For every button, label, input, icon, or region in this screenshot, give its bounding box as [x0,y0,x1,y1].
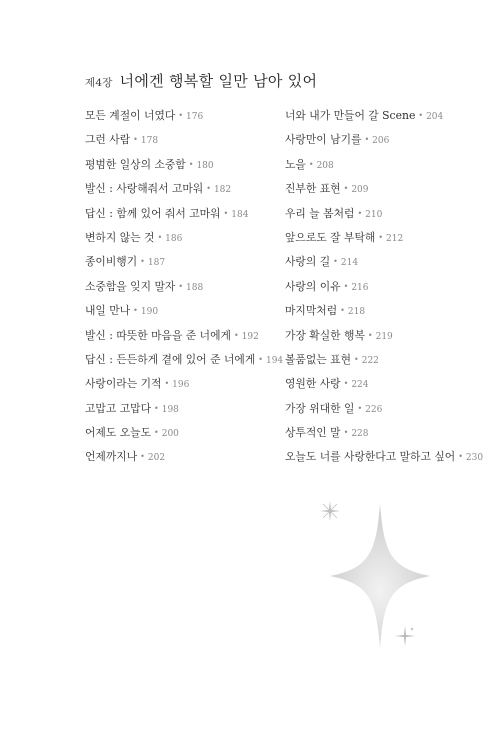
toc-separator: • [458,452,463,462]
toc-page-number: 176 [186,112,204,122]
toc-entry [85,108,280,132]
toc-entry [285,401,475,425]
toc-page-number: 186 [165,233,183,244]
toc-entry-title: 앞으로도 잘 부탁해 [285,230,376,244]
toc-separator: • [357,208,363,218]
toc-entry-title: 상투적인 말 [285,426,341,440]
toc-page-number: 214 [340,258,359,269]
toc-column-right [285,108,484,474]
toc-entry [285,303,475,327]
toc-page-number: 194 [265,355,284,366]
toc-page-number: 180 [196,160,214,171]
sparkle-icon [328,502,432,650]
toc-page-number: 209 [351,185,369,196]
toc-separator: • [343,184,349,194]
toc-separator: • [343,379,349,389]
chapter-header [85,70,317,91]
toc-page-number: 190 [140,307,159,318]
toc-page-number: 200 [161,429,179,440]
toc-entry-title: 사랑의 이유 [285,279,341,293]
toc-entry [285,230,475,254]
toc-separator: • [188,159,194,169]
toc-separator: • [233,330,239,340]
toc-separator: • [164,379,170,389]
toc-page-number: 184 [231,209,249,220]
toc-page-number: 222 [361,355,379,366]
toc-page-number: 196 [172,380,190,391]
toc-entry [85,328,280,352]
toc-entry-title: 가장 확실한 행복 [285,328,365,342]
toc-page-number: 178 [140,136,159,147]
toc-page-number: 206 [372,136,390,147]
toc-separator: • [178,281,184,291]
toc-entry-title: 오늘도 너를 사랑한다고 말하고 싶어 [285,450,456,464]
toc-entry-title: 가장 위대한 일 [285,401,355,415]
toc-entry-title: 너와 내가 만들어 갈 Scene [285,109,416,122]
toc-separator: • [343,428,349,438]
toc-separator: • [378,232,384,242]
toc-entry [85,303,280,327]
toc-separator: • [308,159,314,169]
toc-separator: • [354,354,359,364]
toc-separator: • [367,330,373,340]
toc-entry [285,157,475,181]
toc-entry [85,230,280,254]
toc-separator: • [258,354,263,364]
toc-separator: • [418,111,424,120]
toc-page-number: 212 [386,233,404,244]
small-sparkle-icon [319,500,341,522]
toc-entry-title: 영원한 사랑 [285,377,341,391]
chapter-title: 너에겐 행복할 일만 남아 있어 [119,72,318,90]
toc-separator: • [154,403,159,413]
small-sparkle-icon [394,625,416,647]
toc-separator: • [133,306,138,316]
toc-entry-title: 평범한 일상의 소중함 [85,157,186,171]
toc-entry-title: 우리 늘 봄처럼 [285,206,355,220]
toc-separator: • [364,135,370,145]
toc-separator: • [140,257,145,267]
toc-separator: • [206,184,211,194]
toc-entry [85,376,280,400]
toc-page-number: 219 [375,331,393,342]
toc-column-left [85,108,284,474]
toc-entry-title: 사랑이라는 기적 [85,377,162,391]
toc-separator: • [223,208,229,218]
toc-entry-title: 마지막처럼 [285,304,338,318]
toc-page-number: 216 [351,282,369,293]
toc-separator: • [343,281,349,291]
toc-entry [285,206,475,230]
toc-separator: • [357,403,363,413]
toc-separator: • [340,306,345,316]
toc-entry-title: 노을 [285,157,306,171]
toc-entry [85,352,284,376]
toc-entry-title: 고맙고 고맙다 [85,401,152,415]
toc-page-number: 226 [365,404,383,415]
toc-page-number: 187 [147,258,166,269]
toc-entry-title: 진부한 표현 [285,182,341,196]
toc-entry-title: 볼품없는 표현 [285,352,352,366]
toc-entry [285,449,484,473]
toc-page-number: 218 [347,307,366,318]
toc-separator: • [333,257,338,267]
toc-entry [85,132,280,156]
toc-page-number: 210 [365,209,383,220]
toc-separator: • [157,232,163,242]
toc-entry [85,254,280,278]
toc-page-number: 198 [161,404,179,415]
toc-page-number: 224 [351,380,369,391]
toc-entry-title: 소중함을 잊지 말자 [85,279,176,293]
toc-entry-title: 종이비행기 [85,255,138,269]
toc-entry-title: 답신 : 든든하게 곁에 있어 준 너에게 [85,352,256,366]
toc-entry [85,206,280,230]
toc-entry-title: 언제까지나 [85,450,138,464]
toc-page-number: 202 [147,453,166,464]
toc-page-number: 192 [241,331,259,342]
toc-entry-title: 발신 : 따뜻한 마음을 준 너에게 [85,328,231,342]
toc-entry [285,132,475,156]
toc-page-number: 188 [186,282,204,293]
toc-entry [85,425,280,449]
toc-entry-title: 내일 만나 [85,304,131,318]
toc-entry-title: 변하지 않는 것 [85,230,155,244]
chapter-label: 제4장 [85,77,113,89]
toc-page-number: 208 [316,160,334,171]
toc-entry [285,425,475,449]
toc-entry-title: 사랑만이 남기를 [285,133,362,147]
toc-entry-title: 발신 : 사랑해줘서 고마워 [85,182,204,196]
toc-entry [85,401,280,425]
toc-separator: • [133,135,138,145]
toc-entry [285,279,475,303]
toc-entry [85,157,280,181]
toc-entry-title: 답신 : 함께 있어 줘서 고마워 [85,206,221,220]
toc-entry-title: 어제도 오늘도 [85,426,152,440]
toc-entry [285,254,475,278]
toc-separator: • [140,452,145,462]
toc-entry [85,279,280,303]
toc-separator: • [154,428,159,438]
toc-entry [285,376,475,400]
toc-entry [285,108,475,132]
toc-entry-title: 모든 계절이 너였다 [85,109,176,122]
toc-entry [285,181,475,205]
toc-entry [85,181,280,205]
toc-page-number: 230 [465,453,484,464]
toc-page-number: 228 [351,429,369,440]
toc-page-number: 182 [213,185,232,196]
toc-separator: • [178,111,184,120]
toc-entry-title: 사랑의 길 [285,255,331,269]
toc-page-number: 204 [426,112,444,122]
toc-entry [285,352,475,376]
toc-entry-title: 그런 사람 [85,133,131,147]
toc-entry [85,449,280,473]
toc-entry [285,328,475,352]
